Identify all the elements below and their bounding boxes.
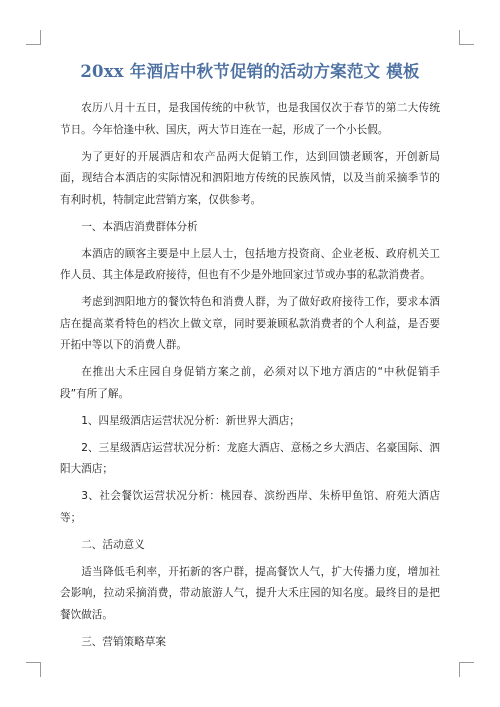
paragraph-purpose: 为了更好的开展酒店和农产品两大促销工作，达到回馈老顾客，开创新局面，现结合本酒店的实际情况和泗阳地方传统的民族风情，以及当前采摘季节的有利时机，特制定此营销方案，仅供参考。 [60,150,440,206]
crop-mark-top-right [459,30,474,45]
section-heading-3: 三、营销策略草案 [81,635,166,648]
section-heading-2: 二、活动意义 [81,538,145,551]
paragraph-local-features: 考虑到泗阳地方的餐饮特色和消费人群，为了做好政府接待工作，要求本酒店在提高菜肴特色的档次上做文章，同时要兼顾私款消费者的个人利益，是否要开拓中等以下的消费人群。 [60,296,440,351]
document-body [60,98,440,653]
list-item-social-dining: 3、社会餐饮运营状况分析：桃园春、滨纷西岸、朱桥甲鱼馆、府苑大酒店等； [60,490,440,524]
paragraph-intro: 农历八月十五日，是我国传统的中秋节，也是我国仅次于春节的第二大传统节日。今年恰逢中秋、国庆，两大节日连在一起，形成了一个小长假。 [60,102,440,136]
document-title: 20xx 年酒店中秋节促销的活动方案范文 模板 [80,62,420,81]
crop-mark-bottom-right [459,662,474,677]
paragraph-significance: 适当降低毛利率，开拓新的客户群，提高餐饮人气，扩大传播力度，增加社会影响，拉动采摘消费，带动旅游人气，提升大禾庄园的知名度。最终目的是把餐饮做活。 [60,565,440,621]
section-heading-1: 一、本酒店消费群体分析 [81,220,198,233]
list-item-four-star: 1、四星级酒店运营状况分析：新世界大酒店； [81,414,300,427]
document-content [60,58,440,659]
list-item-three-star: 2、三星级酒店运营状况分析：龙庭大酒店、意杨之乡大酒店、名豪国际、泗阳大酒店； [60,441,440,475]
crop-mark-top-left [26,30,41,45]
paragraph-customers: 本酒店的顾客主要是中上层人士，包括地方投资商、企业老板、政府机关工作人员、其主体是政府接待，但也有不少是外地回家过节或办事的私款消费者。 [60,247,440,281]
paragraph-competitors-intro: 在推出大禾庄园自身促销方案之前，必须对以下地方酒店的“中秋促销手段”有所了解。 [60,366,440,400]
crop-mark-bottom-left [26,662,41,677]
